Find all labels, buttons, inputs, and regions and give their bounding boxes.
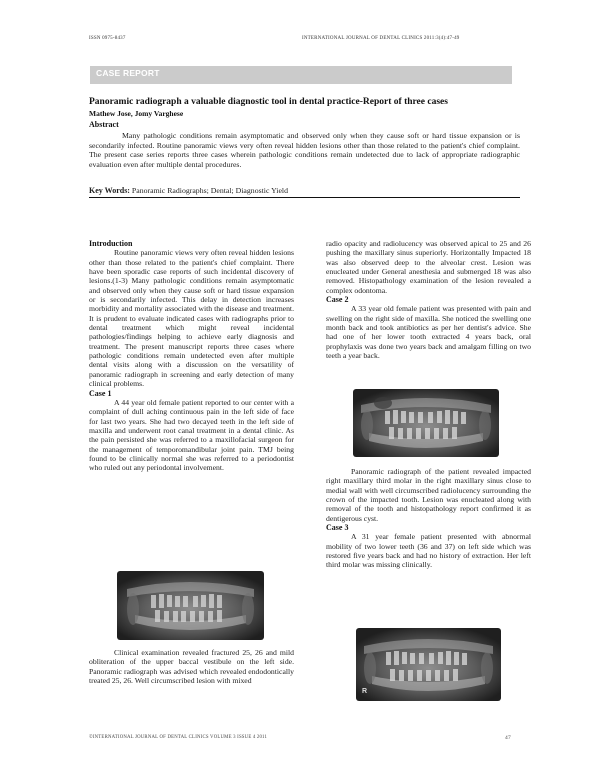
case1-text: A 44 year old female patient reported to our center with a complaint of dull aching continuous pain in the left side of face for last two years. She had two decayed teeth in the left side of maxilla and underwent root canal treatment in a dental clinic. As the pain persisted she was referred to a maxillofacial surgeon for the management of temporomandibular joint pain. TMJ being found to be clinically normal she was referred to a periodontist who ruled out any periodontal involvement. (89, 397, 294, 473)
authors: Mathew Jose, Jomy Varghese (89, 109, 184, 118)
abstract-heading: Abstract (89, 120, 119, 129)
abstract-text: Many pathologic conditions remain asymptomatic and observed only when they cause soft or hard tissue expansion or is secondarily infected. Routine panoramic views very often reveal hidden lesions other than those related to the patient's chief complaint. The present case series reports three cases wherein pathologic conditions remain undetected due to lack of appropriate radiographic evaluation even after multiple dental procedures. (89, 131, 520, 170)
right-column-middle (326, 467, 531, 570)
case1-continuation: Clinical examination revealed fractured 25, 26 and mild obliteration of the upper baccal vestibule on the left side. Panoramic radiograph was advised which revealed endodontically treated 25, 26. Well circumscribed lesion with mixed (89, 648, 294, 686)
radiograph-case2 (353, 389, 499, 457)
case3-text: A 31 year female patient presented with abnormal mobility of two lower teeth (36 and 37) on left side which was restored five years back and had no history of extraction. Her left third molar was missing clinically. (326, 532, 531, 570)
keywords (89, 186, 520, 195)
intro-text: Routine panoramic views very often reveal hidden lesions other than those related to the patient's chief complaint. There have been sporadic case reports of such incidental discovery of lesions.(1-3) Many pathologic conditions remain asymptomatic and observed only when they cause soft or hard tissue expansion or is secondarily infected. This delay in detection increases morbidity and mortality associated with the disease and treatment. It is prudent to evaluate indicated cases with radiographs prior to dental treatment which might reveal incidental pathologies/findings helping to achieve early diagnosis and treatment. The present manuscript reports three cases where pathologic conditions remain undetected even after multiple dental visits along with a discussion on the versatility of panoramic radiograph in screening and early detection of many clinical problems. (89, 248, 294, 389)
left-column-bottom (89, 648, 294, 685)
radiograph-case1 (117, 571, 264, 640)
case1-heading: Case 1 (89, 388, 112, 398)
keywords-text: Panoramic Radiographs; Dental; Diagnostic Yield (131, 186, 288, 195)
right-column-top (326, 239, 531, 360)
case2-heading: Case 2 (326, 295, 349, 305)
journal-ref: INTERNATIONAL JOURNAL OF DENTAL CLINICS 2011:3(4):47-49 (302, 36, 460, 41)
issn: ISSN 0975-8437 (89, 36, 126, 41)
intro-heading: Introduction (89, 239, 133, 248)
case3-heading: Case 3 (326, 523, 349, 533)
case1-end: radio opacity and radiolucency was observed apical to 25 and 26 pushing the maxillary sinus superiorly. Horizontally Impacted 18 was also observed deep to the alveolar crest. Lesion was enucleated under General anesthesia and submerged 18 was also removed. Histopathology examination of the lesion revealed a complex odontoma. (326, 239, 531, 295)
left-column-top (89, 239, 294, 473)
radiograph-case3 (356, 628, 501, 701)
divider (89, 197, 520, 198)
case2-text: A 33 year old female patient was presented with pain and swelling on the right side of maxilla. She noticed the swelling one month back and took antibiotics as per her dentist's advice. She had one of her lower tooth extracted 4 years back, oral prophylaxis was done two years back and amalgam filling on two teeth a year back. (326, 304, 531, 361)
footer-copyright: ©INTERNATIONAL JOURNAL OF DENTAL CLINICS VOLUME 3 ISSUE 4 2011 (89, 735, 268, 740)
xray-side-marker: R (362, 688, 368, 695)
section-label: CASE REPORT (96, 68, 160, 78)
article-title: Panoramic radiograph a valuable diagnostic tool in dental practice-Report of three cases (89, 97, 448, 107)
case2-caption: Panoramic radiograph of the patient revealed impacted right maxillary third molar in the right maxillary sinus close to medial wall with well circumscribed radiolucency surrounding the crown of the impacted tooth. Lesion was enucleated along with removal of the tooth and histopathology report confirmed it as dentigerous cyst. (326, 467, 531, 523)
keywords-label: Key Words: (89, 186, 130, 195)
page-number: 47 (505, 735, 511, 741)
